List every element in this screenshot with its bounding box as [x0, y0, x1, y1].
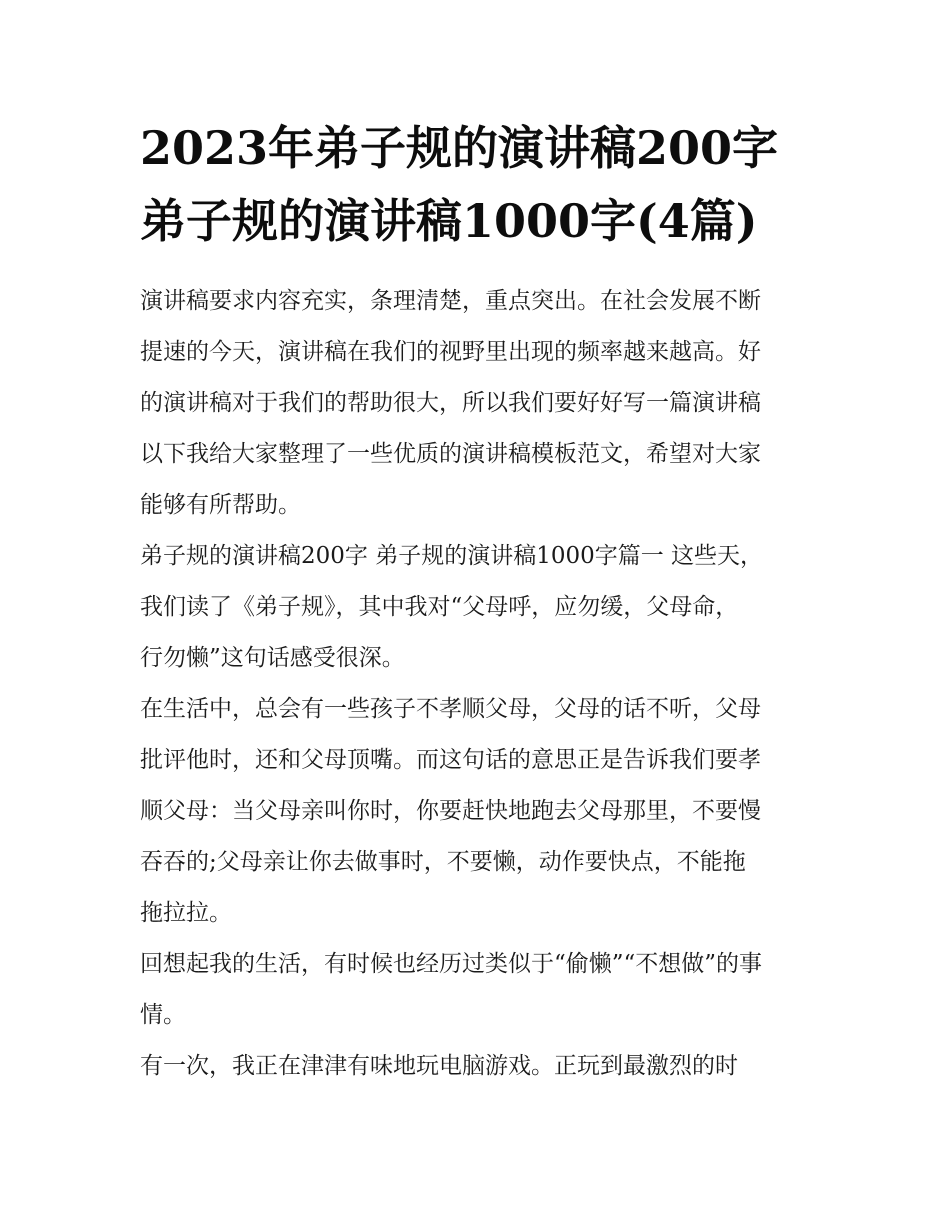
- text-line: 的演讲稿对于我们的帮助很大，所以我们要好好写一篇演讲稿: [140, 390, 761, 416]
- text-line: 提速的今天，演讲稿在我们的视野里出现的频率越来越高。好: [140, 339, 761, 365]
- text-line: 有一次，我正在津津有味地玩电脑游戏。正玩到最激烈的时: [140, 1053, 738, 1079]
- text-line: 行勿懒”这句话感受很深。: [140, 645, 405, 671]
- paragraph: [140, 531, 820, 684]
- text-line: 弟子规的演讲稿200字 弟子规的演讲稿1000字篇一 这些天，: [140, 543, 764, 569]
- title-line: 弟子规的演讲稿1000字(4篇): [140, 194, 758, 248]
- text-line: 我们读了《弟子规》，其中我对“父母呼，应勿缓，父母命，: [140, 594, 739, 620]
- paragraph: [140, 939, 820, 1041]
- text-line: 顺父母：当父母亲叫你时，你要赶快地跑去父母那里，不要慢: [140, 798, 761, 824]
- text-line: 能够有所帮助。: [140, 492, 301, 518]
- text-line: 在生活中，总会有一些孩子不孝顺父母，父母的话不听，父母: [140, 696, 761, 722]
- paragraph: [140, 1041, 820, 1092]
- text-line: 批评他时，还和父母顶嘴。而这句话的意思正是告诉我们要孝: [140, 747, 761, 773]
- text-line: 拖拉拉。: [140, 900, 232, 926]
- document-content: [140, 112, 820, 1092]
- document-title: [140, 112, 820, 258]
- text-line: 吞吞的;父母亲让你去做事时，不要懒，动作要快点，不能拖: [140, 849, 746, 875]
- title-line: 2023年弟子规的演讲稿200字: [140, 121, 779, 175]
- paragraph: [140, 276, 820, 531]
- text-line: 以下我给大家整理了一些优质的演讲稿模板范文，希望对大家: [140, 441, 761, 467]
- text-line: 演讲稿要求内容充实，条理清楚，重点突出。在社会发展不断: [140, 288, 761, 314]
- document-body: [140, 276, 820, 1092]
- text-line: 情。: [140, 1002, 186, 1028]
- paragraph: [140, 684, 820, 939]
- text-line: 回想起我的生活，有时候也经历过类似于“偷懒”“不想做”的事: [140, 951, 763, 977]
